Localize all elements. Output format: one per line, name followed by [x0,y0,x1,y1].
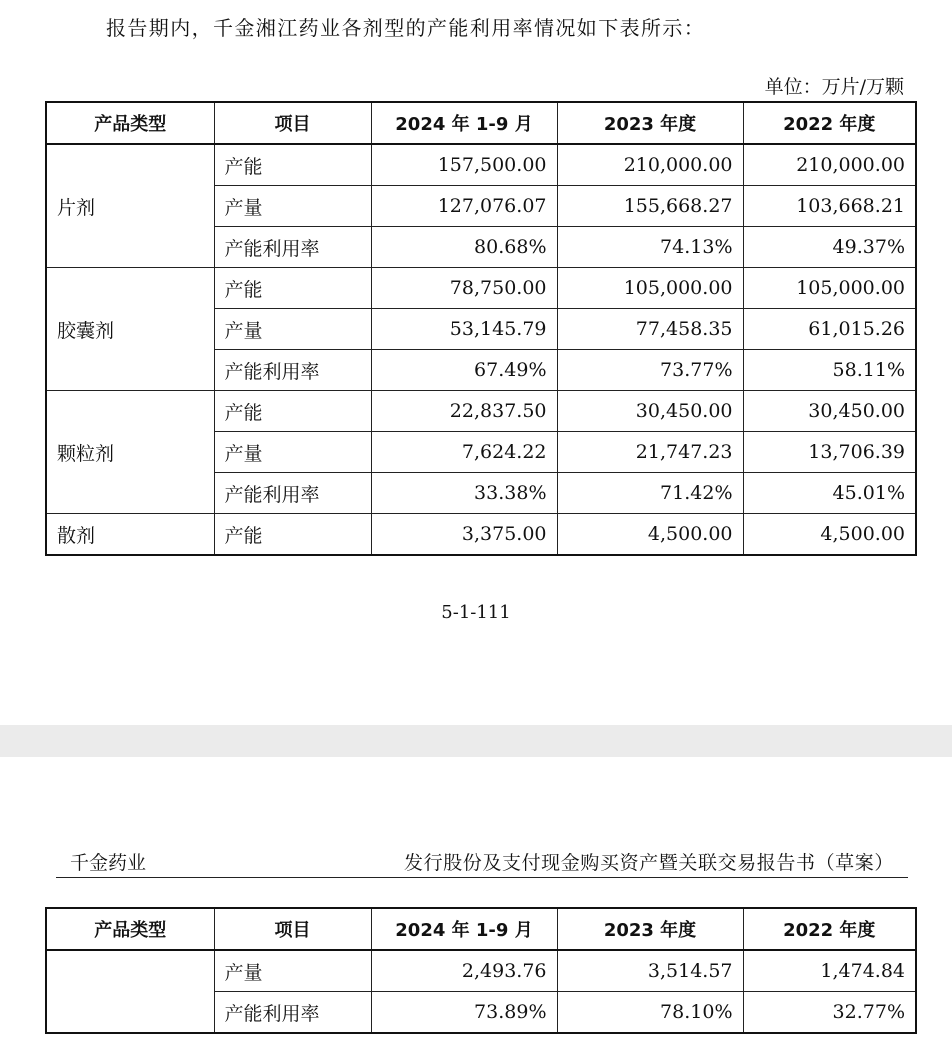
value-2022-cell: 45.01% [743,473,916,514]
table-row [46,268,916,309]
value-2024-cell: 67.49% [371,350,557,391]
page-number: 5-1-111 [441,602,511,623]
value-2024-cell: 157,500.00 [371,144,557,186]
column-header: 项目 [214,908,371,950]
item-cell: 产能 [214,268,371,309]
value-2024-cell: 127,076.07 [371,186,557,227]
value-2023-cell: 210,000.00 [557,144,743,186]
value-2023-cell: 73.77% [557,350,743,391]
unit-label: 单位：万片/万颗 [764,76,904,98]
value-2022-cell: 1,474.84 [743,950,916,992]
value-2024-cell: 7,624.22 [371,432,557,473]
column-header: 2024 年 1-9 月 [371,908,557,950]
column-header: 2022 年度 [743,908,916,950]
value-2022-cell: 32.77% [743,992,916,1034]
item-cell: 产能利用率 [214,227,371,268]
column-header: 项目 [214,102,371,144]
value-2023-cell: 155,668.27 [557,186,743,227]
item-cell: 产能利用率 [214,992,371,1034]
value-2024-cell: 80.68% [371,227,557,268]
product-type-cell [46,950,214,1033]
value-2023-cell: 3,514.57 [557,950,743,992]
value-2022-cell: 210,000.00 [743,144,916,186]
page-gap [0,725,952,757]
value-2024-cell: 73.89% [371,992,557,1034]
table-row [46,950,916,992]
value-2022-cell: 13,706.39 [743,432,916,473]
item-cell: 产量 [214,309,371,350]
page-header-title: 发行股份及支付现金购买资产暨关联交易报告书（草案） [403,852,894,874]
value-2024-cell: 33.38% [371,473,557,514]
value-2024-cell: 78,750.00 [371,268,557,309]
value-2022-cell: 61,015.26 [743,309,916,350]
value-2022-cell: 105,000.00 [743,268,916,309]
item-cell: 产量 [214,186,371,227]
product-type-cell: 片剂 [46,144,214,268]
value-2023-cell: 74.13% [557,227,743,268]
item-cell: 产能利用率 [214,473,371,514]
table-header-row [46,102,916,144]
page-header-rule [56,877,908,878]
value-2023-cell: 105,000.00 [557,268,743,309]
capacity-table-page2 [45,907,917,1034]
capacity-table-page1 [45,101,917,556]
value-2022-cell: 58.11% [743,350,916,391]
column-header: 2023 年度 [557,908,743,950]
item-cell: 产量 [214,950,371,992]
intro-paragraph: 报告期内，千金湘江药业各剂型的产能利用率情况如下表所示： [106,16,706,40]
product-type-cell: 颗粒剂 [46,391,214,514]
column-header: 2022 年度 [743,102,916,144]
column-header: 2023 年度 [557,102,743,144]
table-header-row [46,908,916,950]
value-2023-cell: 71.42% [557,473,743,514]
value-2023-cell: 21,747.23 [557,432,743,473]
value-2024-cell: 3,375.00 [371,514,557,556]
value-2023-cell: 4,500.00 [557,514,743,556]
value-2022-cell: 4,500.00 [743,514,916,556]
column-header: 产品类型 [46,102,214,144]
product-type-cell: 散剂 [46,514,214,556]
table-row [46,514,916,556]
item-cell: 产能 [214,391,371,432]
value-2022-cell: 49.37% [743,227,916,268]
value-2023-cell: 78.10% [557,992,743,1034]
column-header: 2024 年 1-9 月 [371,102,557,144]
value-2024-cell: 2,493.76 [371,950,557,992]
value-2022-cell: 103,668.21 [743,186,916,227]
column-header: 产品类型 [46,908,214,950]
value-2024-cell: 53,145.79 [371,309,557,350]
value-2023-cell: 30,450.00 [557,391,743,432]
table-row [46,391,916,432]
value-2024-cell: 22,837.50 [371,391,557,432]
table-row [46,144,916,186]
item-cell: 产能 [214,144,371,186]
item-cell: 产能利用率 [214,350,371,391]
value-2023-cell: 77,458.35 [557,309,743,350]
product-type-cell: 胶囊剂 [46,268,214,391]
item-cell: 产量 [214,432,371,473]
page-header-company: 千金药业 [70,852,147,874]
value-2022-cell: 30,450.00 [743,391,916,432]
item-cell: 产能 [214,514,371,556]
